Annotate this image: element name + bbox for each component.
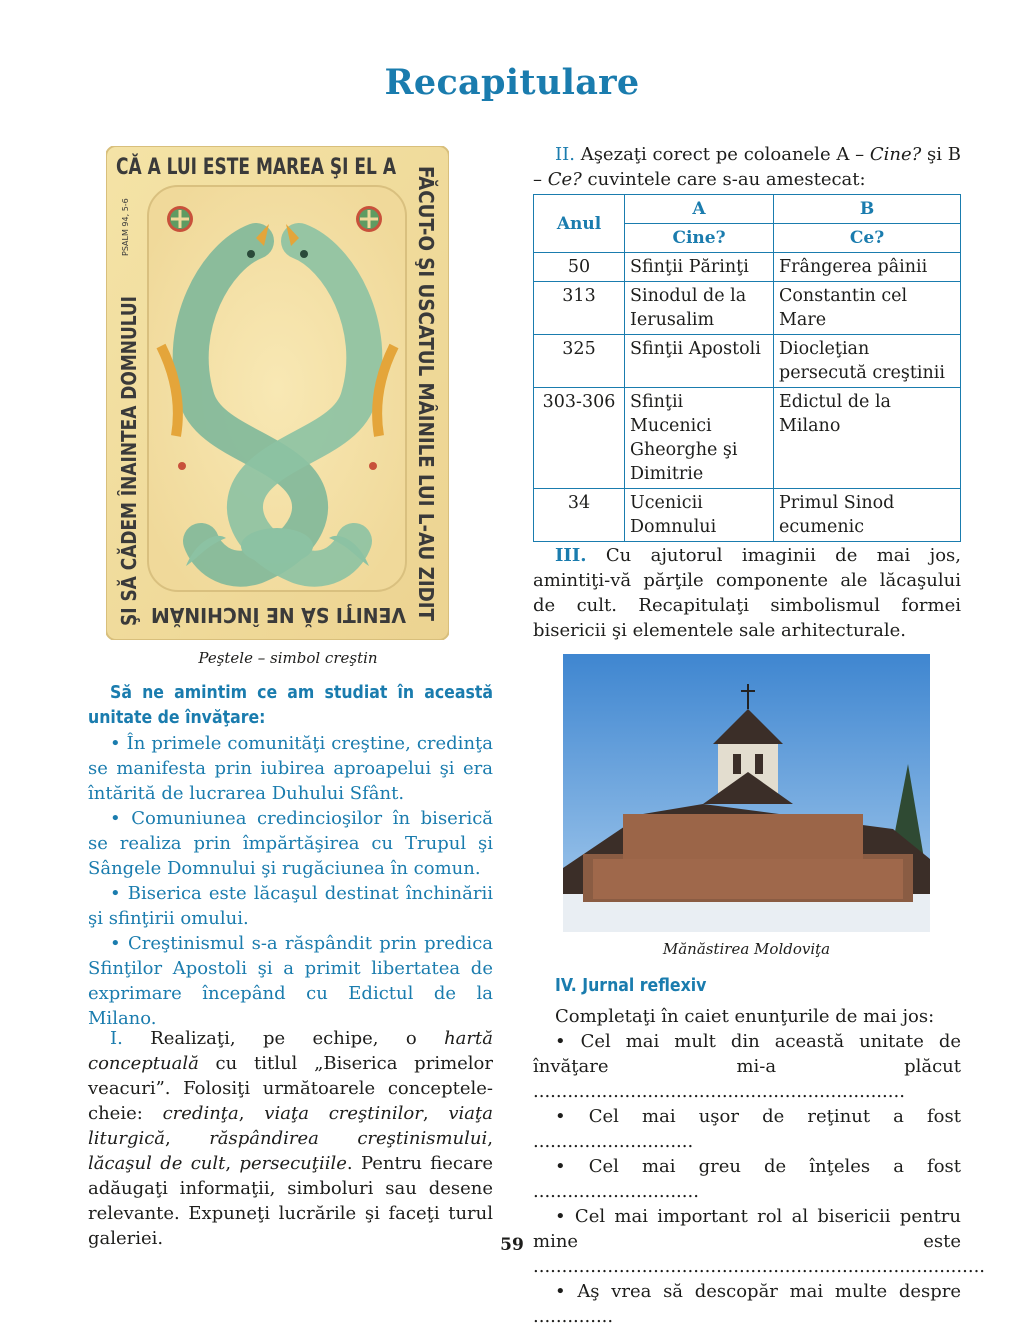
bullet-icon: •	[110, 933, 128, 954]
summary-bullet: • Creştinismul s-a răspândit prin predica Sfinţilor Apostoli şi a primit libertatea de exprimare începând cu Edictul de la Milano.	[88, 933, 494, 1029]
table-row	[534, 282, 961, 335]
church-caption: Mănăstirea Moldoviţa	[662, 940, 831, 958]
cell-who: Sfinţii Părinţi	[625, 253, 774, 282]
summary-bullet: • În primele comunităţi creştine, credinţa se manifesta prin iubirea aproapelui şi era întărită de lucrarea Duhului Sfânt.	[88, 733, 493, 804]
exercise-2	[533, 142, 961, 192]
exercise-4-intro: Completaţi în caiet enunţurile de mai jos:	[555, 1006, 935, 1027]
page-number: 59	[500, 1235, 524, 1255]
cell-what: Primul Sinod ecumenic	[774, 489, 961, 542]
icon-bottom-text: VENIŢI SĂ NE ÎNCHINĂM	[151, 603, 406, 627]
exercise-4-heading: IV. Jurnal reflexiv	[555, 976, 707, 996]
journal-item: • Cel mai greu de înţeles a fost .............................	[533, 1156, 962, 1202]
exercise-3	[533, 543, 961, 643]
cell-who: Sfinţii Mucenici Gheorghe şi Dimitrie	[625, 388, 774, 489]
cross-ornament-left	[167, 206, 193, 232]
cell-what: Frângerea pâinii	[774, 253, 961, 282]
header-b: B	[774, 195, 961, 224]
icon-top-text: CĂ A LUI ESTE MAREA ŞI EL A	[116, 155, 442, 180]
summary-section	[88, 681, 493, 1031]
summary-bullet: • Biserica este lăcaşul destinat închinării şi sfinţirii omului.	[88, 883, 493, 929]
cell-year: 34	[534, 489, 625, 542]
cell-who: Sinodul de la Ierusalim	[625, 282, 774, 335]
bullet-icon: •	[555, 1106, 589, 1127]
cell-year: 50	[534, 253, 625, 282]
journal-item: • Aş vrea să descopăr mai multe despre ..............	[533, 1281, 962, 1327]
header-a: A	[625, 195, 774, 224]
bullet-icon: •	[110, 808, 132, 829]
bullet-icon: •	[555, 1031, 581, 1052]
moldovita-monastery-photo	[563, 654, 930, 932]
bullet-icon: •	[110, 883, 128, 904]
exercise-1	[88, 1026, 493, 1251]
table-header-row	[534, 195, 961, 224]
icon-left-text: ŞI SĂ CĂDEM ÎNAINTEA DOMNULUI	[117, 276, 141, 626]
cell-year: 313	[534, 282, 625, 335]
journal-item: • Cel mai important rol al bisericii pentru mine este ...............................................................................	[533, 1206, 986, 1277]
page-title: Recapitulare	[384, 62, 640, 103]
table-row	[534, 489, 961, 542]
cell-year: 325	[534, 335, 625, 388]
icon-caption: Peştele – simbol creştin	[198, 649, 378, 667]
header-what: Ce?	[774, 224, 961, 253]
summary-bullet: • Comuniunea credincioşilor în biserică se realiza prin împărtăşirea cu Trupul şi Sângele Domnului şi rugăciunea în comun.	[88, 808, 494, 879]
cell-year: 303-306	[534, 388, 625, 489]
matching-table	[533, 194, 961, 542]
fish-icon-painting	[106, 146, 449, 640]
header-year: Anul	[534, 195, 625, 253]
cell-what: Edictul de la Milano	[774, 388, 961, 489]
journal-item: • Cel mai mult din această unitate de învăţare mi-a plăcut .................................................................	[533, 1031, 961, 1102]
icon-reference-text: PSALM 94, 5-6	[121, 198, 130, 256]
table-row	[534, 253, 961, 282]
exercise-4	[533, 974, 986, 1329]
summary-heading: Să ne amintim ce am studiat în această unitate de învăţare:	[88, 683, 493, 728]
exercise-1-text: I. Realizaţi, pe echipe, o hartă conceptuală cu titlul „Biserica primelor veacuri”. Folosiţi următoarele conceptele-cheie: credinţa, viaţa creştinilor, viaţa liturgică, răspândirea creştinismului, lăcaşul de cult, persecuţiile. Pentru fiecare adăugaţi informaţii, simboluri sau desene relevante. Expuneţi lucrările şi faceţi turul galeriei.	[88, 1028, 493, 1249]
cell-who: Ucenicii Domnului	[625, 489, 774, 542]
bullet-icon: •	[555, 1281, 578, 1302]
header-who: Cine?	[625, 224, 774, 253]
journal-item: • Cel mai uşor de reţinut a fost ............................	[533, 1106, 961, 1152]
cell-who: Sfinţii Apostoli	[625, 335, 774, 388]
exercise-3-text: III. Cu ajutorul imaginii de mai jos, amintiţi-vă părţile componente ale lăcaşului de cult. Recapitulaţi simbolismul formei bisericii şi elementele sale arhitecturale.	[533, 545, 961, 641]
bullet-icon: •	[110, 733, 127, 754]
bullet-icon: •	[555, 1156, 589, 1177]
cell-what: Constantin cel Mare	[774, 282, 961, 335]
bullet-icon: •	[555, 1206, 575, 1227]
exercise-2-text: II. Aşezaţi corect pe coloanele A – Cine? şi B – Ce? cuvintele care s-au amestecat:	[533, 144, 961, 190]
table-row	[534, 335, 961, 388]
icon-right-text: FĂCUT-O ŞI USCATUL MÂINILE LUI L-AU ZIDIT	[414, 166, 438, 616]
cell-what: Diocleţian persecută creştinii	[774, 335, 961, 388]
cross-ornament-right	[356, 206, 382, 232]
table-row	[534, 388, 961, 489]
